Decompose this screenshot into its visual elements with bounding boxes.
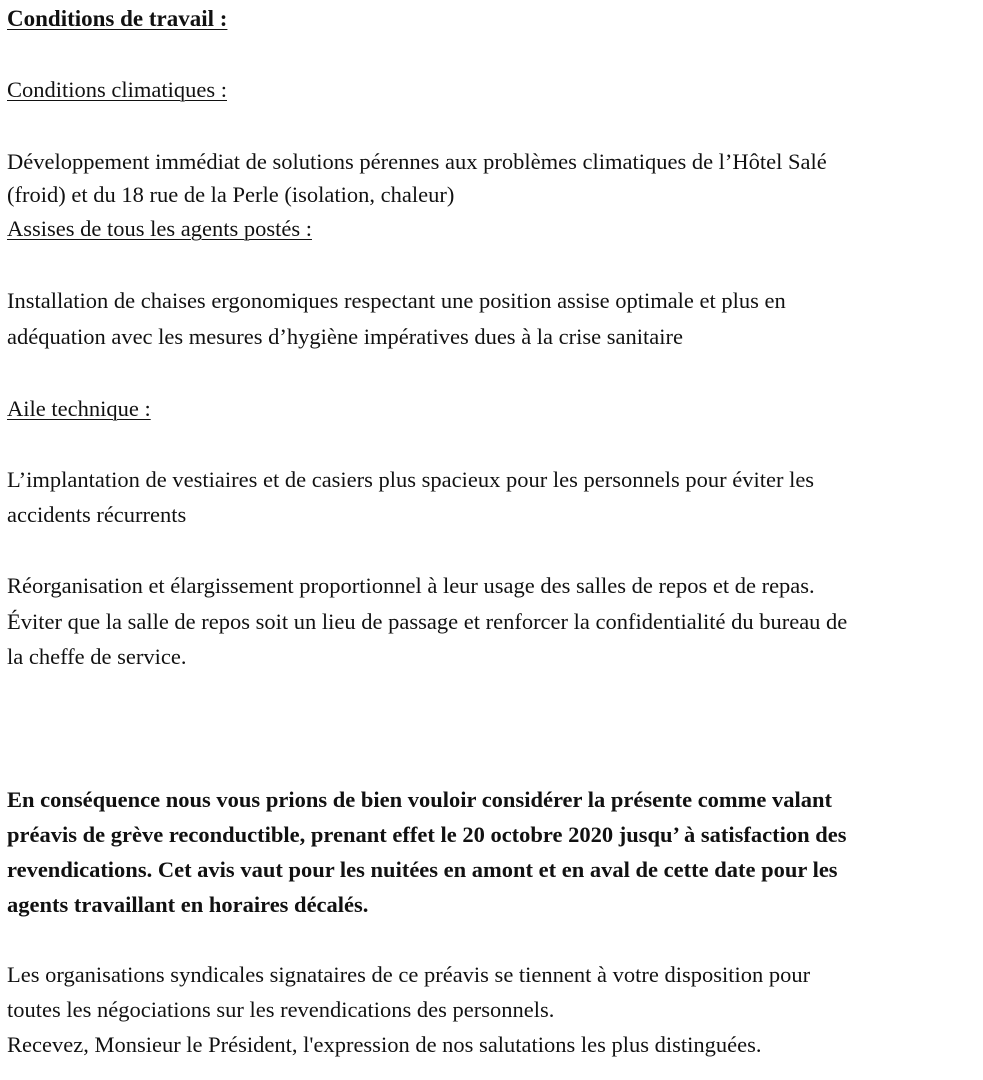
technical-wing-text-line: Réorganisation et élargissement proportionnel à leur usage des salles de repos et de repas. xyxy=(7,573,815,598)
technical-wing-text-line: Éviter que la salle de repos soit un lieu de passage et renforcer la confidentialité du bureau de xyxy=(7,609,848,634)
closing-line: Recevez, Monsieur le Président, l'expression de nos salutations les plus distinguées. xyxy=(7,1032,762,1057)
climate-text-line: Développement immédiat de solutions pérennes aux problèmes climatiques de l’Hôtel Salé xyxy=(7,149,827,174)
technical-wing-heading: Aile technique : xyxy=(7,396,151,421)
strike-notice-line: En conséquence nous vous prions de bien vouloir considérer la présente comme valant xyxy=(7,787,833,812)
technical-wing-text-line: la cheffe de service. xyxy=(7,644,187,669)
technical-wing-text-line: accidents récurrents xyxy=(7,502,187,527)
climate-heading: Conditions climatiques : xyxy=(7,77,227,102)
climate-text-line: (froid) et du 18 rue de la Perle (isolation, chaleur) xyxy=(7,182,455,207)
closing-line: toutes les négociations sur les revendications des personnels. xyxy=(7,997,555,1022)
strike-notice-line: préavis de grève reconductible, prenant effet le 20 octobre 2020 jusqu’ à satisfaction des xyxy=(7,822,847,847)
technical-wing-text-line: L’implantation de vestiaires et de casiers plus spacieux pour les personnels pour éviter les xyxy=(7,467,815,492)
closing-line: Les organisations syndicales signataires de ce préavis se tiennent à votre disposition pour xyxy=(7,962,811,987)
seating-text-line: Installation de chaises ergonomiques respectant une position assise optimale et plus en xyxy=(7,288,786,313)
strike-notice-line: revendications. Cet avis vaut pour les nuitées en amont et en aval de cette date pour les xyxy=(7,857,838,882)
section-title: Conditions de travail : xyxy=(7,6,228,31)
seating-text-line: adéquation avec les mesures d’hygiène impératives dues à la crise sanitaire xyxy=(7,324,683,349)
strike-notice-line: agents travaillant en horaires décalés. xyxy=(7,892,369,917)
seating-heading: Assises de tous les agents postés : xyxy=(7,216,312,241)
